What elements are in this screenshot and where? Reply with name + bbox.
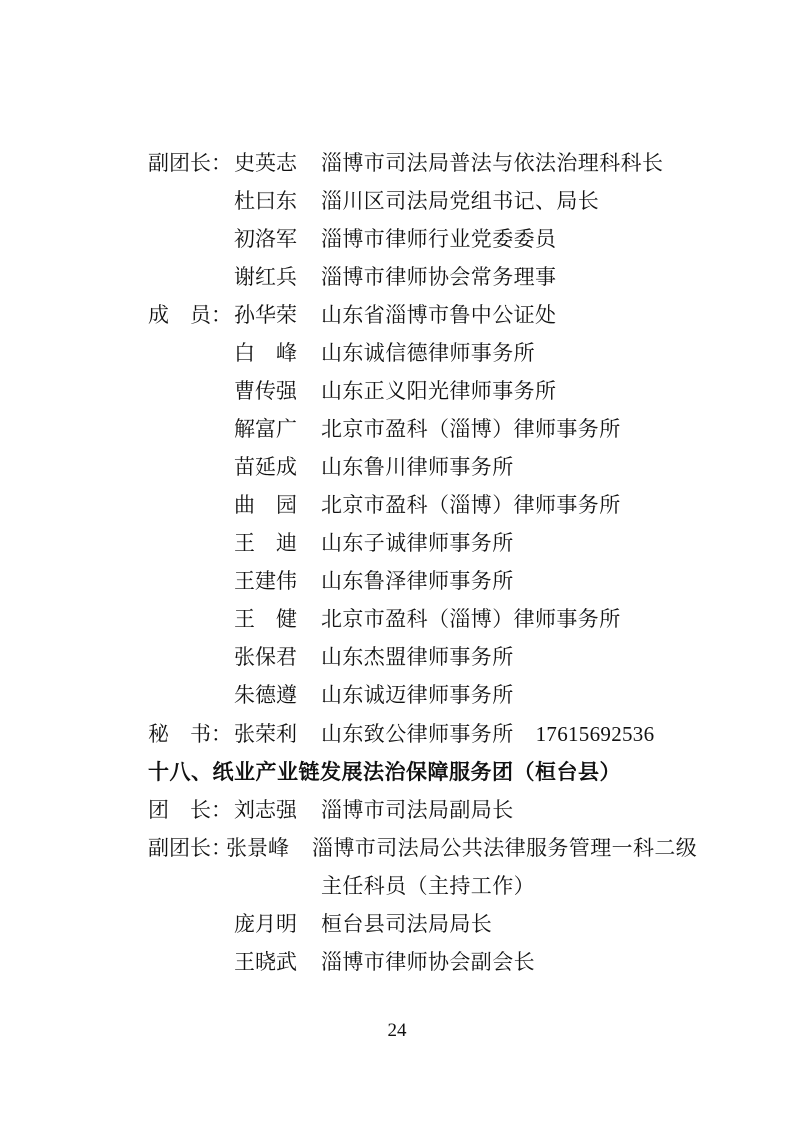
role-label: 成 员： [148,303,232,327]
member-name: 张保君 [234,645,297,669]
member-name: 初洛军 [234,227,297,251]
member-name: 朱德遵 [234,683,297,707]
member-name: 苗延成 [234,455,297,479]
role-label: 副团长： [148,151,232,175]
member-name: 曲 园 [234,493,297,517]
member-name: 解富广 [234,417,297,441]
member-org: 北京市盈科（淄博）律师事务所 [321,417,621,441]
member-name: 谢红兵 [234,265,297,289]
member-org: 山东鲁川律师事务所 [321,455,514,479]
member-org: 淄博市司法局公共法律服务管理一科二级 [312,836,698,860]
phone-number: 17615692536 [535,722,655,746]
member-org: 北京市盈科（淄博）律师事务所 [321,493,621,517]
member-org: 山东子诚律师事务所 [321,531,514,555]
member-name: 王 健 [234,607,297,631]
member-org: 山东正义阳光律师事务所 [321,379,557,403]
member-org: 淄博市律师协会副会长 [321,950,535,974]
member-org: 北京市盈科（淄博）律师事务所 [321,607,621,631]
member-name: 王 迪 [234,531,297,555]
member-org: 淄博市司法局副局长 [321,798,514,822]
member-org: 山东省淄博市鲁中公证处 [321,303,557,327]
member-org: 桓台县司法局局长 [321,912,493,936]
member-name: 孙华荣 [234,303,297,327]
role-label: 团 长： [148,798,232,822]
member-org: 山东诚信德律师事务所 [321,341,535,365]
member-org: 淄博市司法局普法与依法治理科科长 [321,151,664,175]
member-name: 白 峰 [234,341,297,365]
member-org: 淄博市律师行业党委委员 [321,227,557,251]
member-name: 史英志 [234,151,297,175]
member-name: 刘志强 [234,798,297,822]
member-org [321,721,654,747]
role-label: 秘 书： [148,722,232,746]
member-name: 庞月明 [234,912,297,936]
member-name: 曹传强 [234,379,297,403]
member-name: 王晓武 [234,950,297,974]
member-org-text: 山东致公律师事务所 [321,722,514,746]
member-org-continuation: 主任科员（主持工作） [321,874,535,898]
role-label: 副团长： [148,836,232,860]
member-org: 山东鲁泽律师事务所 [321,569,514,593]
member-name: 张荣利 [234,722,297,746]
member-org: 淄博市律师协会常务理事 [321,265,557,289]
member-org: 山东杰盟律师事务所 [321,645,514,669]
page-number: 24 [387,1020,407,1041]
member-org: 山东诚迈律师事务所 [321,683,514,707]
member-name: 王建伟 [234,569,297,593]
member-org: 淄川区司法局党组书记、局长 [321,189,600,213]
member-name: 张景峰 [226,836,289,860]
member-name: 杜曰东 [234,189,297,213]
section-heading: 十八、纸业产业链发展法治保障服务团（桓台县） [148,759,621,784]
